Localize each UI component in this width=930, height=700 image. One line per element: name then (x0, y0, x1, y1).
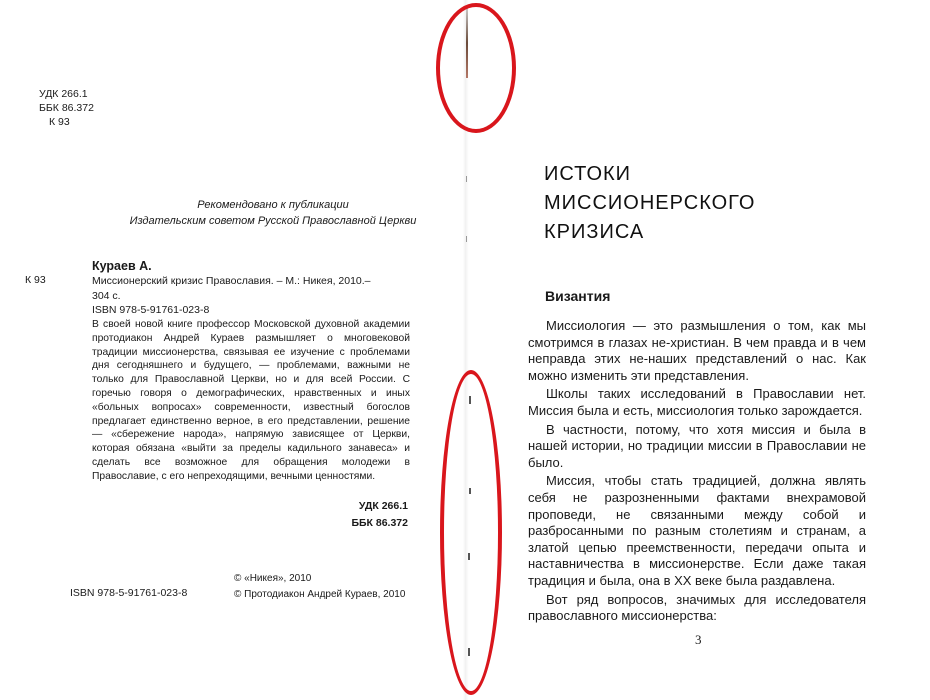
isbn-bottom: ISBN 978-5-91761-023-8 (70, 587, 188, 599)
author-name: Кураев А. (92, 259, 152, 273)
highlight-circle-top (436, 3, 516, 133)
chapter-title-line-1: ИСТОКИ (544, 163, 632, 185)
classification-codes-bottom (300, 498, 408, 532)
chapter-title-line-2: МИССИОНЕРСКОГО (544, 192, 756, 214)
page-number: 3 (695, 632, 702, 647)
highlight-circle-bottom (440, 370, 502, 695)
scan-artifact (466, 236, 467, 242)
book-abstract: В своей новой книге профессор Московской духовной академии протодиакон Андрей Кураев размышляет о многовековой традиции миссионерства, связывая ее изучение с проблемами дня сегодняшнего и будущего, — проблемами, важными не только для Православной Церкви, но и для всей России. С горечью говоря о демографических, нравственных и иных «больных вопросах» современности, известный богослов предлагает единственно верное, в его представлении, решение — «сбережение народа», напрямую зависящее от Церкви, которая обязана «выйти за пределы кадильного занавеса» и сделать все возможное для обращения молодежи в Православие, с его непреходящими, вечными ценностями. (92, 319, 410, 482)
chapter-title-line-3: КРИЗИСА (544, 221, 645, 243)
classification-codes (39, 87, 94, 129)
isbn-line: ISBN 978-5-91761-023-8 (92, 304, 210, 316)
paragraph: Миссия, чтобы стать традицией, должна являть себя не разрозненными фактами внехрамовой проповеди, не связанными между собой и разбросанными по разным столетиям и странам, а златой цепью преемственности, передачи опыта и наставничества в миссионерстве. Если даже такая традиция и была, она в XX веке была раздавлена. (528, 473, 866, 588)
recommendation (0, 197, 466, 229)
copyright-author: © Протодиакон Андрей Кураев, 2010 (234, 589, 406, 600)
paragraph: Школы таких исследований в Православии нет. Миссия была и есть, миссиология только зарождается. (528, 386, 866, 418)
author-mark-inline: К 93 (25, 274, 46, 286)
section-title: Византия (545, 288, 611, 304)
recommendation-line-2: Издательским советом Русской Православной Церкви (129, 215, 417, 227)
udk-code-bottom: УДК 266.1 (358, 500, 408, 512)
recommendation-line-1: Рекомендовано к публикации (197, 199, 349, 211)
paragraph: Вот ряд вопросов, значимых для исследователя православного миссионерства: (528, 591, 866, 624)
author-mark: К 93 (49, 116, 70, 128)
bbk-code-bottom: ББК 86.372 (351, 517, 408, 529)
bibliographic-record (92, 274, 410, 318)
copyright-publisher: © «Никея», 2010 (234, 573, 312, 584)
scan-artifact (466, 176, 467, 182)
paragraph: Миссиология — это размышления о том, как мы смотримся в глазах не-христиан. В чем правда и в чем неправда этих не-наших представлений о нас. Как можно изменить эти представления. (528, 318, 866, 383)
bibliographic-line-1: Миссионерский кризис Православия. – М.: Никея, 2010.– (92, 275, 371, 287)
chapter-title (544, 160, 755, 247)
paragraph: В частности, потому, что хотя миссия и была в нашей истории, но традиции миссии в Православии не было. (528, 421, 866, 470)
copyright-block (234, 571, 405, 603)
udk-code: УДК 266.1 (39, 88, 88, 100)
bbk-code: ББК 86.372 (39, 102, 94, 114)
bibliographic-line-2: 304 с. (92, 289, 121, 302)
body-text (528, 318, 866, 627)
